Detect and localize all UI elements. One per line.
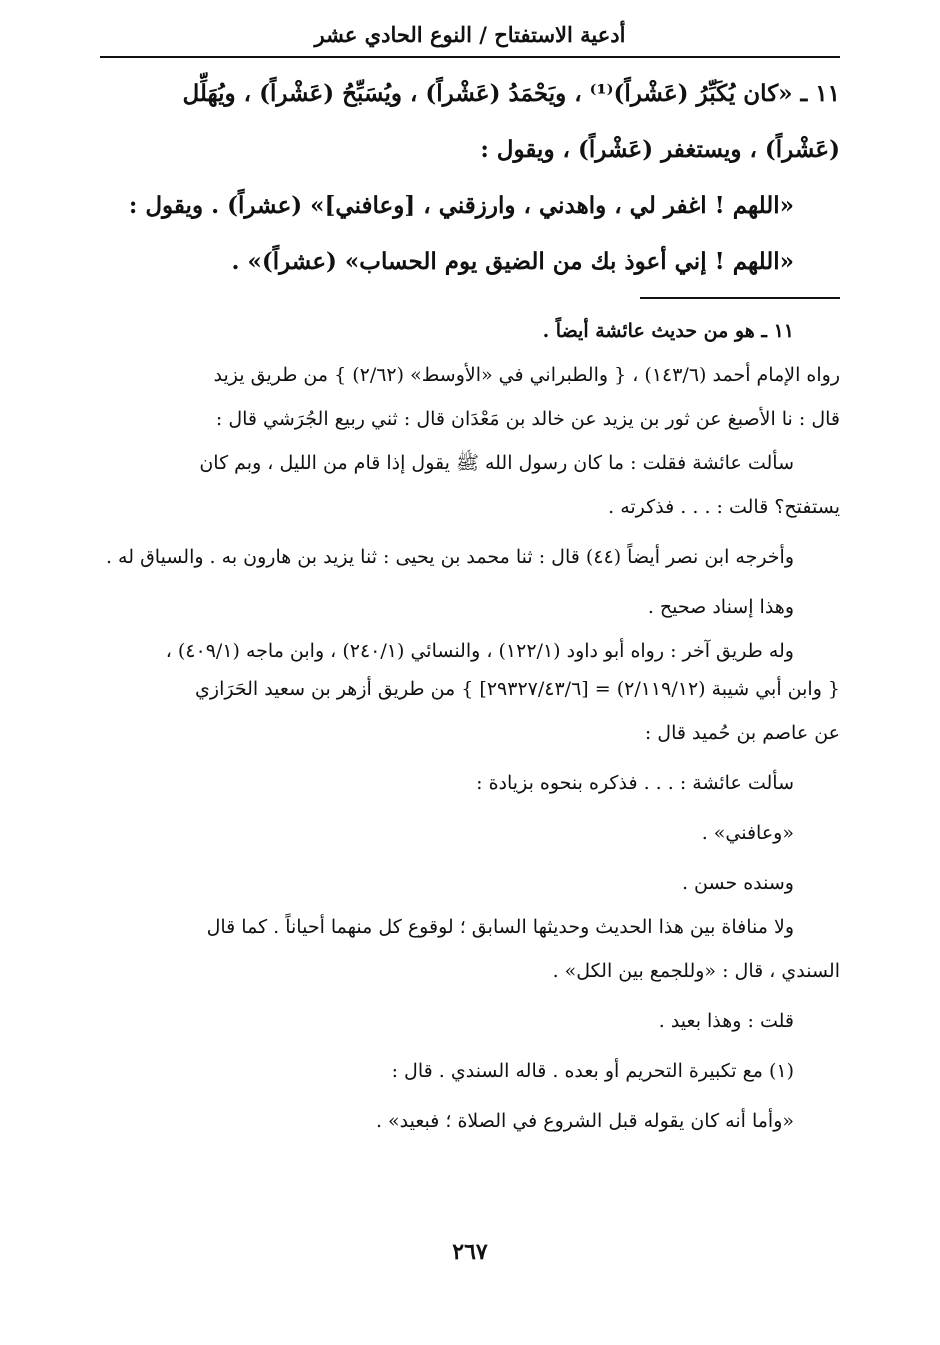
hadith-line: (عَشْراً) ، ويستغفر (عَشْراً) ، ويقول : <box>480 136 840 163</box>
hadith-line: «اللهم ! اغفر لي ، واهدني ، وارزقني ، [وعافني]» (عشراً) . ويقول : <box>128 192 794 219</box>
footnote-line: «وأما أنه كان يقوله قبل الشروع في الصلاة ؛ فبعيد» . <box>375 1110 794 1132</box>
page-number: ٢٦٧ <box>452 1239 488 1265</box>
footnote-line: (١) مع تكبيرة التحريم أو بعده . قاله السندي . قال : <box>391 1060 794 1082</box>
header-rule <box>100 56 840 58</box>
hadith-line: «اللهم ! إني أعوذ بك من الضيق يوم الحساب» (عشراً)» . <box>231 248 794 275</box>
takhrij-notes <box>100 306 840 1146</box>
note-line: وله طريق آخر : رواه أبو داود (١٢٢/١) ، والنسائي (٢٤٠/١) ، وابن ماجه (٤٠٩/١) ، <box>165 640 794 662</box>
footnote-rule <box>640 297 840 299</box>
note-line: ولا منافاة بين هذا الحديث وحديثها السابق ؛ لوقوع كل منهما أحياناً . كما قال <box>206 916 794 938</box>
running-header: أدعية الاستفتاح / النوع الحادي عشر <box>314 22 626 47</box>
note-line: قال : نا الأصبغ عن ثور بن يزيد عن خالد بن مَعْدَان قال : ثني ربيع الجُرَشي قال : <box>215 408 840 430</box>
note-line: سألت عائشة : . . . فذكره بنحوه بزيادة : <box>476 772 794 794</box>
note-line: ١١ ـ هو من حديث عائشة أيضاً . <box>542 320 794 342</box>
note-line: رواه الإمام أحمد (١٤٣/٦) ، { والطبراني في «الأوسط» (٢/٦٢) } من طريق يزيد <box>213 364 840 386</box>
hadith-line: ١١ ـ «كان يُكَبِّرُ (عَشْراً)⁽¹⁾ ، ويَحْمَدُ (عَشْراً) ، ويُسَبِّحُ (عَشْراً) ، ويُهَلِّل <box>182 80 840 107</box>
note-line: وأخرجه ابن نصر أيضاً (٤٤) قال : ثنا محمد بن يحيى : ثنا يزيد بن هارون به . والسياق له . <box>105 546 794 568</box>
hadith-text <box>100 66 840 290</box>
note-line: وسنده حسن . <box>681 872 794 894</box>
note-line: قلت : وهذا بعيد . <box>658 1010 794 1032</box>
note-line: يستفتح؟ قالت : . . . فذكرته . <box>608 496 840 518</box>
note-line: «وعافني» . <box>701 822 794 844</box>
note-line: السندي ، قال : «وللجمع بين الكل» . <box>552 960 840 982</box>
note-line: وهذا إسناد صحيح . <box>647 596 794 618</box>
note-line: عن عاصم بن حُميد قال : <box>644 722 840 744</box>
note-line: { وابن أبي شيبة (٢/١١٩/١٢) = [٢٩٣٢٧/٤٣/٦] } من طريق أزهر بن سعيد الحَرَازي <box>195 678 840 700</box>
note-line: سألت عائشة فقلت : ما كان رسول الله ﷺ يقول إذا قام من الليل ، وبم كان <box>199 452 794 474</box>
